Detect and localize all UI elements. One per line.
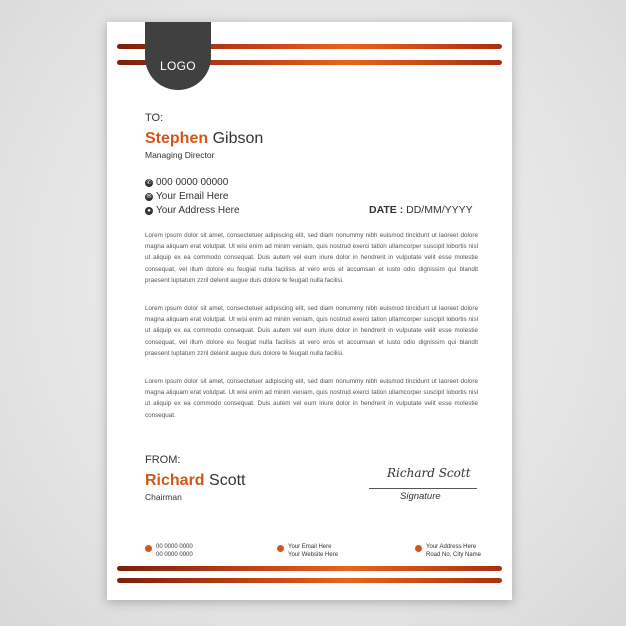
letterhead-page xyxy=(107,22,512,600)
signature-line xyxy=(369,488,477,489)
contact-email xyxy=(145,191,228,202)
email-icon: ✉ xyxy=(146,193,152,200)
recipient-first-name: Stephen xyxy=(145,130,209,147)
body-paragraph-3: Lorem ipsum dolor sit amet, consectetuer adipiscing elit, sed diam nonummy nibh euismod tincidunt ut laoreet dolore magna aliquam erat volutpat. Ut wisi enim ad minim veniam, quis nostrud exerci tation ullamcorper suscipit lobortis nisl ut aliquip ex ea commodo consequat. Duis autem vel eum iriure dolor in hendrerit in vulputate velit esse molestie consequat. xyxy=(145,378,478,419)
signature-label: Signature xyxy=(400,491,441,502)
to-label: TO: xyxy=(145,112,164,124)
contact-phone-text: 000 0000 00000 xyxy=(156,177,229,188)
phone-icon: ✆ xyxy=(146,179,152,186)
recipient-name xyxy=(145,130,263,148)
phone-icon xyxy=(145,545,152,552)
body-paragraph-1: Lorem ipsum dolor sit amet, consectetuer adipiscing elit, sed diam nonummy nibh euismod tincidunt ut laoreet dolore magna aliquam erat volutpat. Ut wisi enim ad minim veniam, quis nostrud exerci tation ullamcorper suscipit lobortis nisl ut aliquip ex ea commodo consequat. Duis autem vel eum iriure dolor in hendrerit in vulputate velit esse molestie consequat, vel illum dolore eu feugiat nulla facilisis at vero eros et accumsan et iusto odio dignissim qui blandit praesent luptatum zzril delenit augue duis dolore te feugait nulla facilisi. xyxy=(145,232,478,284)
email-icon xyxy=(277,545,284,552)
footer-website-text: Your Website Here xyxy=(288,551,339,558)
contact-phone xyxy=(145,177,228,188)
recipient-last-name: Gibson xyxy=(212,130,264,147)
logo-badge xyxy=(145,22,211,90)
logo-text: LOGO xyxy=(160,59,196,73)
from-label: FROM: xyxy=(145,454,181,466)
sender-first-name: Richard xyxy=(145,472,205,489)
sender-last-name: Scott xyxy=(209,472,246,489)
location-icon xyxy=(415,545,422,552)
footer-phone-1: 00 0000 0000 xyxy=(156,544,193,550)
signature-handwriting: Richard Scott xyxy=(387,466,471,480)
date-line xyxy=(369,204,473,216)
footer-email xyxy=(277,544,338,559)
footer-address xyxy=(415,544,481,559)
contact-address-text: Your Address Here xyxy=(156,205,240,216)
contact-address xyxy=(145,205,240,216)
recipient-title: Managing Director xyxy=(145,150,215,160)
footer-address-1: Your Address Here xyxy=(426,544,477,550)
sender-name xyxy=(145,472,246,490)
footer-phone-2: 00 0000 0000 xyxy=(156,551,193,558)
body-paragraph-2: Lorem ipsum dolor sit amet, consectetuer adipiscing elit, sed diam nonummy nibh euismod tincidunt ut laoreet dolore magna aliquam erat volutpat. Ut wisi enim ad minim veniam, quis nostrud exerci tation ullamcorper suscipit lobortis nisl ut aliquip ex ea commodo consequat. Duis autem vel eum iriure dolor in hendrerit in vulputate velit esse molestie consequat, vel illum dolore eu feugiat nulla facilisis at vero eros et accumsan et iusto odio dignissim qui blandit praesent luptatum zzril delenit augue duis dolore te feugait nulla facilisi. xyxy=(145,305,478,357)
date-value: DD/MM/YYYY xyxy=(406,204,473,216)
sender-title: Chairman xyxy=(145,492,182,502)
bottom-bar-2 xyxy=(117,578,502,583)
contact-email-text: Your Email Here xyxy=(156,191,229,202)
date-label: DATE : xyxy=(369,204,404,216)
footer-phone xyxy=(145,544,193,559)
footer-address-2: Road No, City Name xyxy=(426,551,482,558)
location-icon: ● xyxy=(145,207,153,215)
bottom-bar-1 xyxy=(117,566,502,571)
footer-email-text: Your Email Here xyxy=(288,544,332,550)
